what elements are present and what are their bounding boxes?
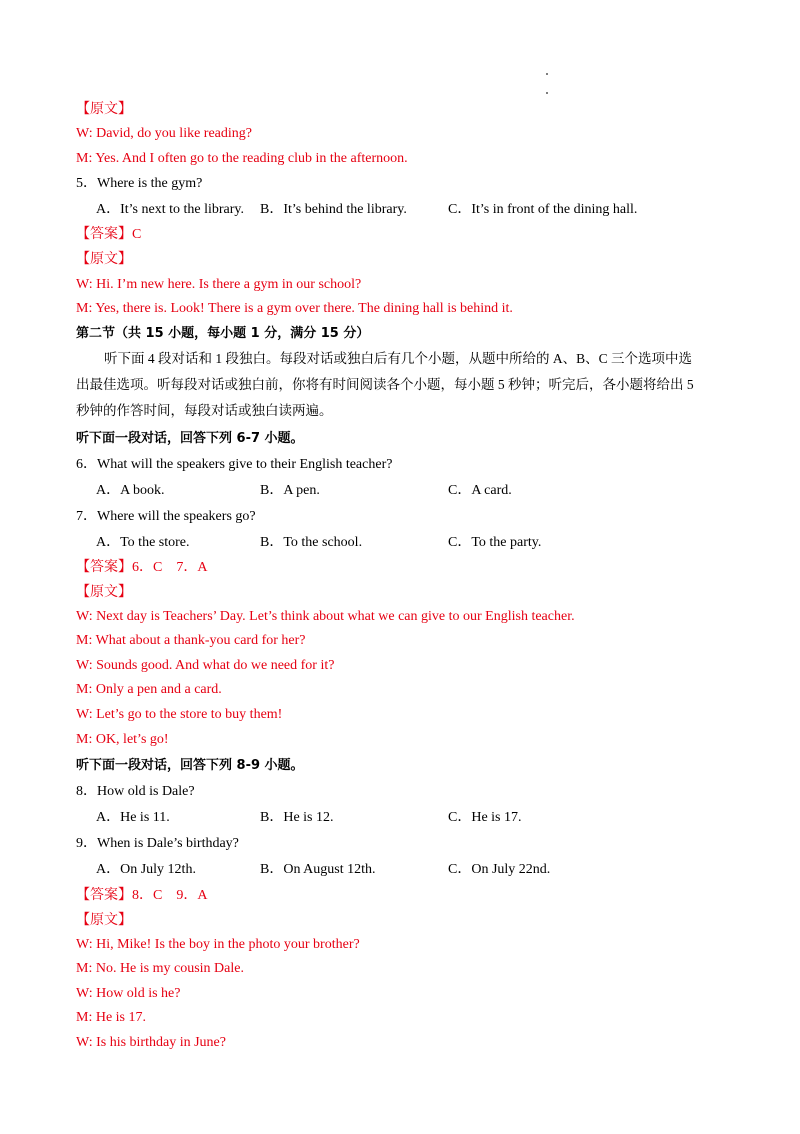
transcript-line: M: What about a thank-you card for her? [76,633,306,648]
q7-option-a: A．To the store. [96,535,190,550]
q8-option-a: A．He is 11. [96,810,170,825]
group-heading: 听下面一段对话，回答下列 8-9 小题。 [76,758,304,773]
transcript-line: W: Let’s go to the store to buy them! [76,707,283,722]
q6-option-c: C．A card. [448,483,512,498]
transcript-line: W: Is his birthday in June? [76,1035,226,1050]
yuanwen-label: 【原文】 [76,102,132,117]
yuanwen-label: 【原文】 [76,585,132,600]
yuanwen-label: 【原文】 [76,252,132,267]
instruction-line: 听下面 4 段对话和 1 段独白。每段对话或独白后有几个小题，从题中所给的 A、B、C 三个选项中选 [104,351,693,366]
q6-option-b: B．A pen. [260,483,320,498]
transcript-line: M: Yes. And I often go to the reading club in the afternoon. [76,151,408,166]
question-9: 9．When is Dale’s birthday? [76,836,239,851]
q8-option-b: B．He is 12. [260,810,334,825]
q8-option-c: C．He is 17. [448,810,522,825]
question-8: 8．How old is Dale? [76,784,195,799]
question-6: 6．What will the speakers give to their English teacher? [76,457,393,472]
instruction-line: 秒钟的作答时间，每段对话或独白读两遍。 [76,403,333,418]
header-mark [546,73,548,75]
answer-label: 【答案】C [76,227,142,242]
answer-label: 【答案】6．C 7．A [76,560,208,575]
header-mark [546,92,548,94]
q5-option-c: C．It’s in front of the dining hall. [448,202,638,217]
transcript-line: W: Hi, Mike! Is the boy in the photo your brother? [76,937,360,952]
group-heading: 听下面一段对话，回答下列 6-7 小题。 [76,431,304,446]
transcript-line: W: Hi. I’m new here. Is there a gym in our school? [76,277,362,292]
yuanwen-label: 【原文】 [76,913,132,928]
q6-option-a: A．A book. [96,483,165,498]
transcript-line: M: Only a pen and a card. [76,682,222,697]
section-title: 第二节（共 15 小题，每小题 1 分，满分 15 分） [76,326,370,341]
transcript-line: W: Sounds good. And what do we need for it? [76,658,335,673]
transcript-line: M: OK, let’s go! [76,732,169,747]
q9-option-b: B．On August 12th. [260,862,376,877]
question-7: 7．Where will the speakers go? [76,509,256,524]
q9-option-c: C．On July 22nd. [448,862,551,877]
transcript-line: M: He is 17. [76,1010,146,1025]
q5-option-b: B．It’s behind the library. [260,202,407,217]
answer-label: 【答案】8．C 9．A [76,888,208,903]
q5-option-a: A．It’s next to the library. [96,202,245,217]
transcript-line: W: David, do you like reading? [76,126,252,141]
question-5: 5．Where is the gym? [76,176,203,191]
transcript-line: M: Yes, there is. Look! There is a gym over there. The dining hall is behind it. [76,301,513,316]
q7-option-b: B．To the school. [260,535,363,550]
section-instructions [76,346,724,424]
transcript-line: W: How old is he? [76,986,181,1001]
transcript-line: M: No. He is my cousin Dale. [76,961,244,976]
q7-option-c: C．To the party. [448,535,542,550]
q9-option-a: A．On July 12th. [96,862,196,877]
instruction-line: 出最佳选项。听每段对话或独白前，你将有时间阅读各个小题，每小题 5 秒钟；听完后，各小题将给出 5 [76,377,694,392]
transcript-line: W: Next day is Teachers’ Day. Let’s think about what we can give to our English teacher. [76,609,575,624]
